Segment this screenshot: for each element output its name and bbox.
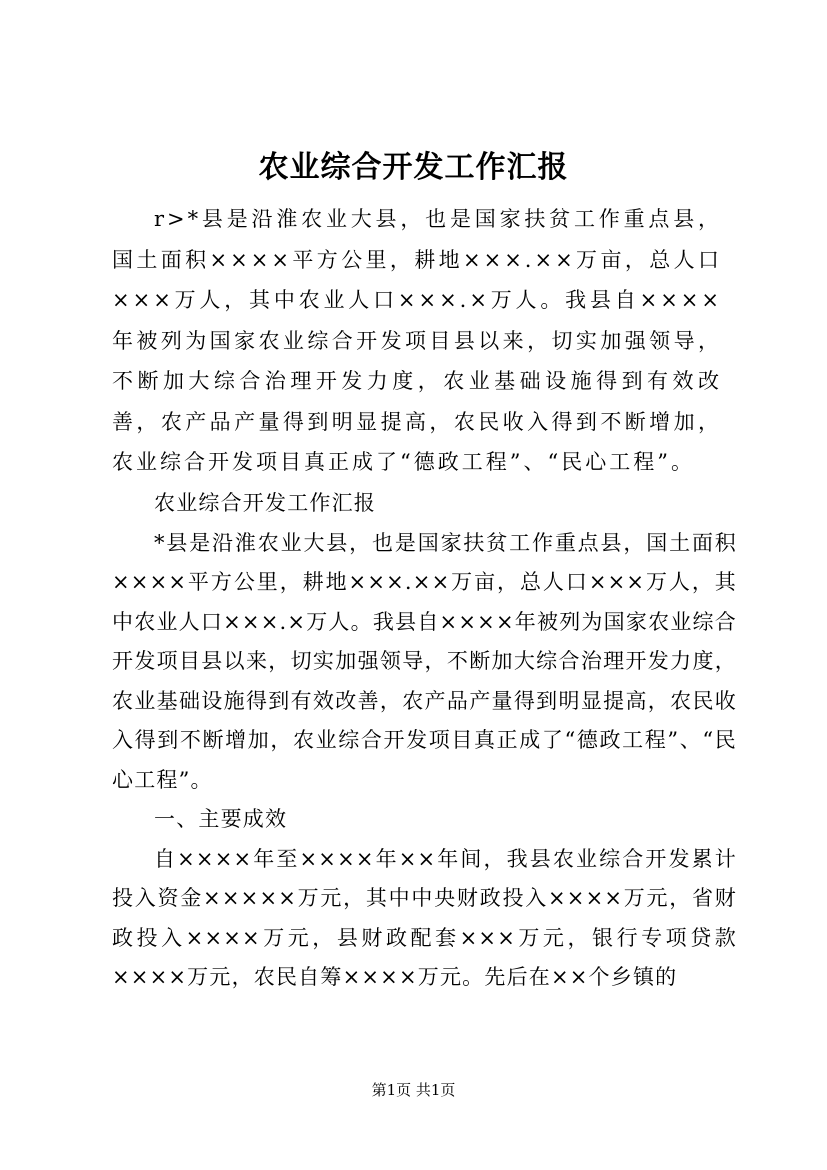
page-number: 第1页 共1页 — [371, 1081, 456, 1099]
intro-section — [112, 199, 722, 483]
body-section — [112, 484, 737, 998]
section-paragraph: 自××××年至××××年××年间，我县农业综合开发累计投入资金×××××万元，其中中央财政投入××××万元，省财政投入××××万元，县财政配套×××万元，银行专项贷款××××万元，农民自筹××××万元。先后在××个乡镇的 — [112, 846, 737, 989]
intro-paragraph: r>*县是沿淮农业大县，也是国家扶贫工作重点县，国土面积××××平方公里，耕地×××.××万亩，总人口×××万人，其中农业人口×××.×万人。我县自××××年被列为国家农业综合开发项目县以来，切实加强领导，不断加大综合治理开发力度，农业基础设施得到有效改善，农产品产量得到明显提高，农民收入得到不断增加，农业综合开发项目真正成了“德政工程”、“民心工程”。 — [112, 207, 722, 474]
section-heading: 一、主要成效 — [154, 807, 288, 831]
subtitle: 农业综合开发工作汇报 — [154, 491, 376, 515]
document-title: 农业综合开发工作汇报 — [258, 150, 569, 185]
body-paragraph: *县是沿淮农业大县，也是国家扶贫工作重点县，国土面积××××平方公里，耕地×××.××万亩，总人口×××万人，其中农业人口×××.×万人。我县自××××年被列为国家农业综合开发项目县以来，切实加强领导，不断加大综合治理开发力度，农业基础设施得到有效改善，农产品产量得到明显提高，农民收入得到不断增加，农业综合开发项目真正成了“德政工程”、“民心工程”。 — [112, 530, 737, 792]
